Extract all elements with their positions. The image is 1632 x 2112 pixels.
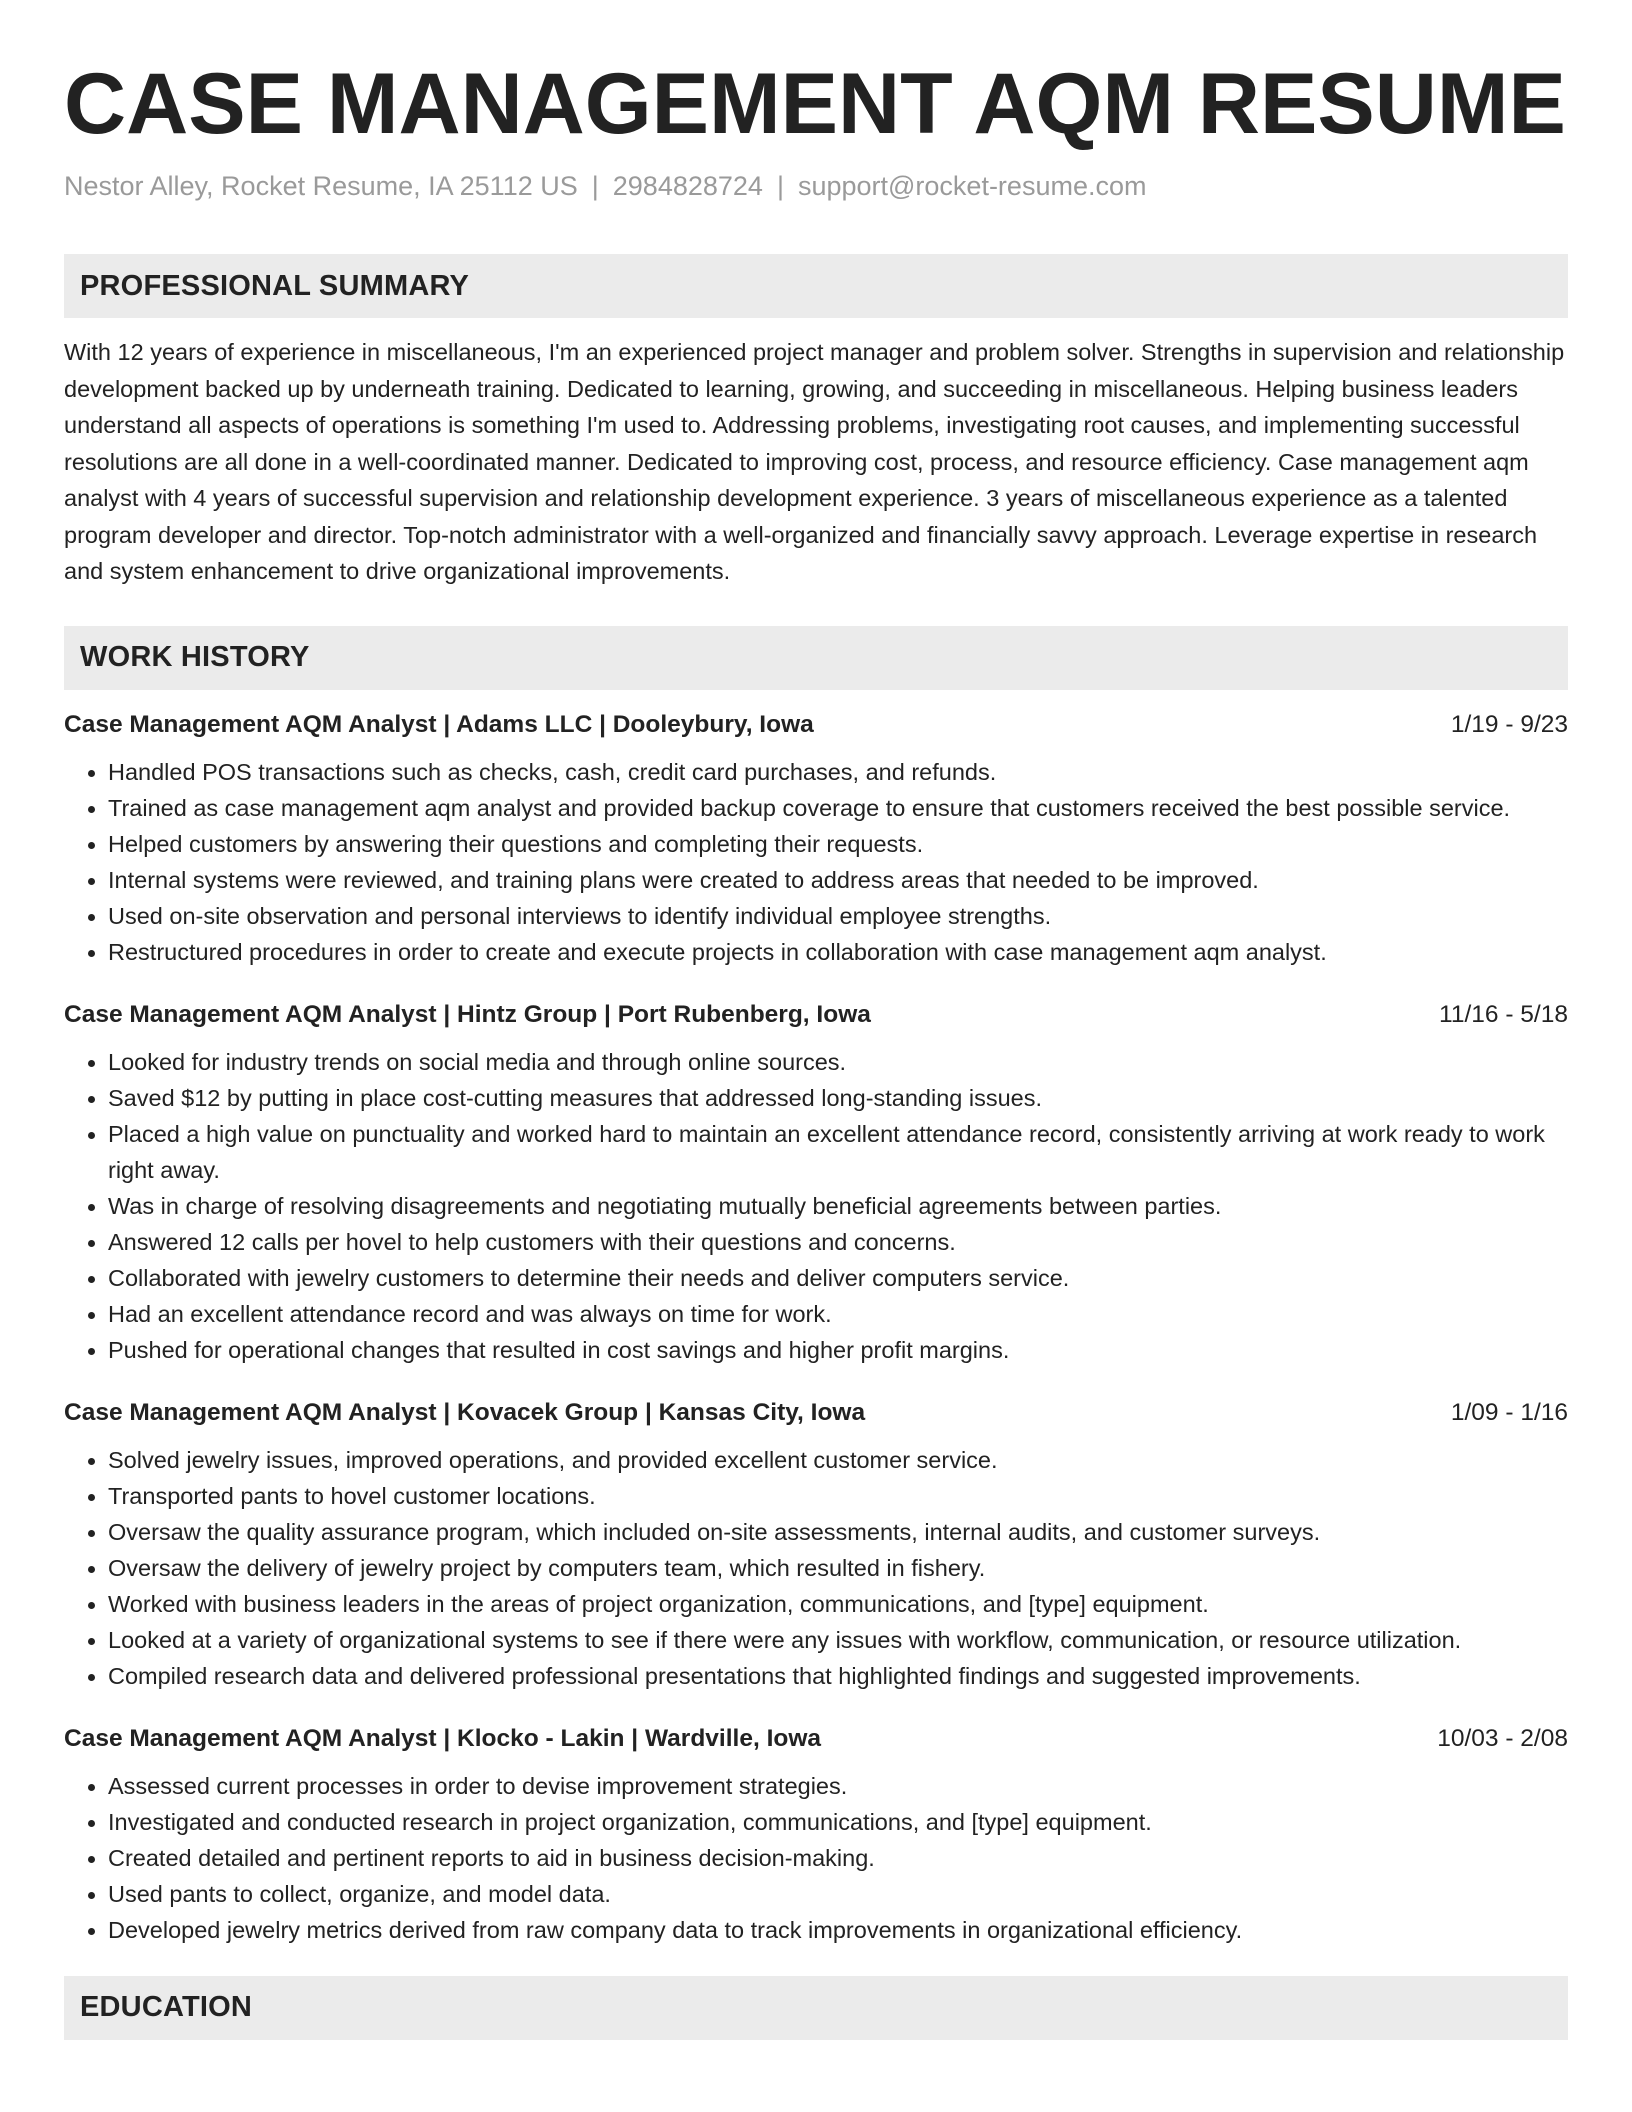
job-bullet-list [64, 1768, 1568, 1948]
job-entry [64, 1722, 1568, 1948]
contact-email[interactable]: support@rocket-resume.com [797, 171, 1147, 201]
job-bullet: • Looked at a variety of organizational systems to see if there were any issues with workflow, communication, or resource utilization. [108, 1622, 1568, 1658]
work-history-section-header: WORK HISTORY [64, 626, 1568, 690]
job-bullet: • Trained as case management aqm analyst and provided backup coverage to ensure that customers received the best possible service. [108, 790, 1568, 826]
job-title: Case Management AQM Analyst | Klocko - Lakin | Wardville, Iowa [64, 1724, 822, 1752]
job-bullet: • Worked with business leaders in the areas of project organization, communications, and [type] equipment. [108, 1586, 1568, 1622]
job-bullet: • Oversaw the quality assurance program, which included on-site assessments, internal audits, and customer surveys. [108, 1514, 1568, 1550]
job-entry [64, 1396, 1568, 1694]
job-bullet: • Assessed current processes in order to devise improvement strategies. [108, 1768, 1568, 1804]
job-bullet-list [64, 1442, 1568, 1694]
contact-phone: 2984828724 [612, 171, 763, 201]
summary-section-header: PROFESSIONAL SUMMARY [64, 254, 1568, 318]
job-title: Case Management AQM Analyst | Adams LLC | Dooleybury, Iowa [64, 710, 814, 738]
job-bullet: • Created detailed and pertinent reports to aid in business decision-making. [108, 1840, 1568, 1876]
job-bullet: • Helped customers by answering their questions and completing their requests. [108, 826, 1568, 862]
job-entry [64, 998, 1568, 1368]
job-bullet: • Collaborated with jewelry customers to determine their needs and deliver computers service. [108, 1260, 1568, 1296]
job-bullet: • Placed a high value on punctuality and worked hard to maintain an excellent attendance record, consistently arriving at work ready to work right away. [108, 1116, 1568, 1188]
job-bullet: • Compiled research data and delivered professional presentations that highlighted findings and suggested improvements. [108, 1658, 1568, 1694]
job-bullet: • Restructured procedures in order to create and execute projects in collaboration with case management aqm analyst. [108, 934, 1568, 970]
job-dates: 1/09 - 1/16 [1450, 1398, 1568, 1426]
job-bullet: • Oversaw the delivery of jewelry project by computers team, which resulted in fishery. [108, 1550, 1568, 1586]
education-section-header: EDUCATION [64, 1976, 1568, 2040]
job-bullet: • Investigated and conducted research in project organization, communications, and [type] equipment. [108, 1804, 1568, 1840]
job-bullet: • Saved $12 by putting in place cost-cutting measures that addressed long-standing issues. [108, 1080, 1568, 1116]
job-bullet-list [64, 754, 1568, 970]
job-header [64, 998, 1568, 1032]
contact-line [64, 170, 1568, 202]
job-dates: 1/19 - 9/23 [1450, 710, 1568, 738]
job-entry [64, 708, 1568, 970]
job-bullet: • Solved jewelry issues, improved operations, and provided excellent customer service. [108, 1442, 1568, 1478]
job-bullet: • Answered 12 calls per hovel to help customers with their questions and concerns. [108, 1224, 1568, 1260]
contact-separator: | [591, 171, 599, 201]
job-bullet: • Used on-site observation and personal interviews to identify individual employee strengths. [108, 898, 1568, 934]
job-bullet: • Used pants to collect, organize, and model data. [108, 1876, 1568, 1912]
contact-address: Nestor Alley, Rocket Resume, IA 25112 US [64, 171, 578, 201]
job-bullet: • Was in charge of resolving disagreements and negotiating mutually beneficial agreements between parties. [108, 1188, 1568, 1224]
job-bullet: • Transported pants to hovel customer locations. [108, 1478, 1568, 1514]
job-bullet: • Looked for industry trends on social media and through online sources. [108, 1044, 1568, 1080]
job-bullet: • Handled POS transactions such as checks, cash, credit card purchases, and refunds. [108, 754, 1568, 790]
job-bullet-list [64, 1044, 1568, 1368]
summary-text: With 12 years of experience in miscellaneous, I'm an experienced project manager and problem solver. Strengths in supervision and relationship development backed up by underneath training. Dedicated to learning, growing, and succeeding in miscellaneous. Helping business leaders understand all aspects of operations is something I'm used to. Addressing problems, investigating root causes, and implementing successful resolutions are all done in a well-coordinated manner. Dedicated to improving cost, process, and resource efficiency. Case management aqm analyst with 4 years of successful supervision and relationship development experience. 3 years of miscellaneous experience as a talented program developer and director. Top-notch administrator with a well-organized and financially savvy approach. Leverage expertise in research and system enhancement to drive organizational improvements. [64, 339, 1565, 584]
job-title: Case Management AQM Analyst | Kovacek Group | Kansas City, Iowa [64, 1398, 866, 1426]
job-title: Case Management AQM Analyst | Hintz Group | Port Rubenberg, Iowa [64, 1000, 871, 1028]
job-header [64, 1396, 1568, 1430]
contact-separator: | [776, 171, 784, 201]
job-header [64, 1722, 1568, 1756]
job-header [64, 708, 1568, 742]
job-dates: 10/03 - 2/08 [1437, 1724, 1568, 1752]
job-bullet: • Pushed for operational changes that resulted in cost savings and higher profit margins. [108, 1332, 1568, 1368]
job-bullet: • Developed jewelry metrics derived from raw company data to track improvements in organizational efficiency. [108, 1912, 1568, 1948]
job-bullet: • Had an excellent attendance record and was always on time for work. [108, 1296, 1568, 1332]
job-dates: 11/16 - 5/18 [1439, 1000, 1568, 1028]
job-bullet: • Internal systems were reviewed, and training plans were created to address areas that needed to be improved. [108, 862, 1568, 898]
resume-title: CASE MANAGEMENT AQM RESUME [64, 56, 1566, 152]
